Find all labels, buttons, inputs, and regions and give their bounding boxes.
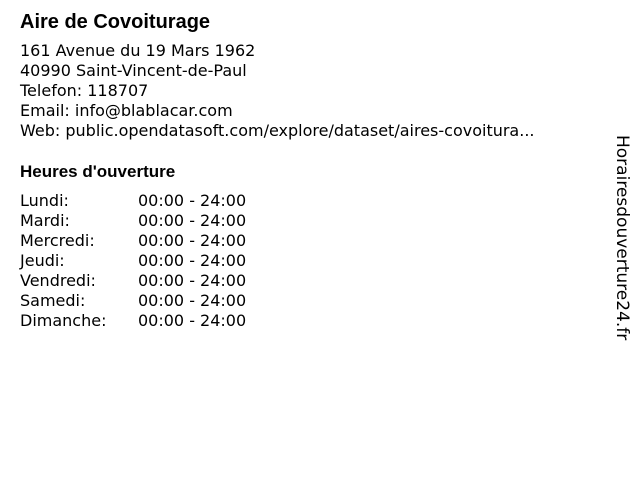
time-range: 00:00 - 24:00 [138,211,247,230]
hours-row-wednesday [20,231,600,251]
day-label: Jeudi: [20,251,65,270]
hours-row-thursday [20,251,600,271]
time-range: 00:00 - 24:00 [138,191,247,210]
hours-row-saturday [20,291,600,311]
time-range: 00:00 - 24:00 [138,311,247,330]
day-label: Samedi: [20,291,86,310]
address-city: 40990 Saint-Vincent-de-Paul [20,61,247,80]
day-label: Mardi: [20,211,70,230]
time-range: 00:00 - 24:00 [138,231,247,250]
hours-row-friday [20,271,600,291]
time-range: 00:00 - 24:00 [138,251,247,270]
place-card [20,9,600,331]
day-label: Dimanche: [20,311,107,330]
email-line: Email: info@blablacar.com [20,101,233,120]
time-range: 00:00 - 24:00 [138,271,247,290]
hours-row-sunday [20,311,600,331]
day-label: Mercredi: [20,231,95,250]
web-line: Web: public.opendatasoft.com/explore/dataset/aires-covoitura... [20,121,535,140]
day-label: Vendredi: [20,271,96,290]
place-name: Aire de Covoiturage [20,11,211,33]
opening-hours-title: Heures d'ouverture [20,162,176,181]
time-range: 00:00 - 24:00 [138,291,247,310]
day-label: Lundi: [20,191,69,210]
hours-row-tuesday [20,211,600,231]
site-watermark: Horairesdouverture24.fr [612,135,632,341]
phone-line: Telefon: 118707 [20,81,149,100]
hours-row-monday [20,191,600,211]
address-street: 161 Avenue du 19 Mars 1962 [20,41,256,60]
